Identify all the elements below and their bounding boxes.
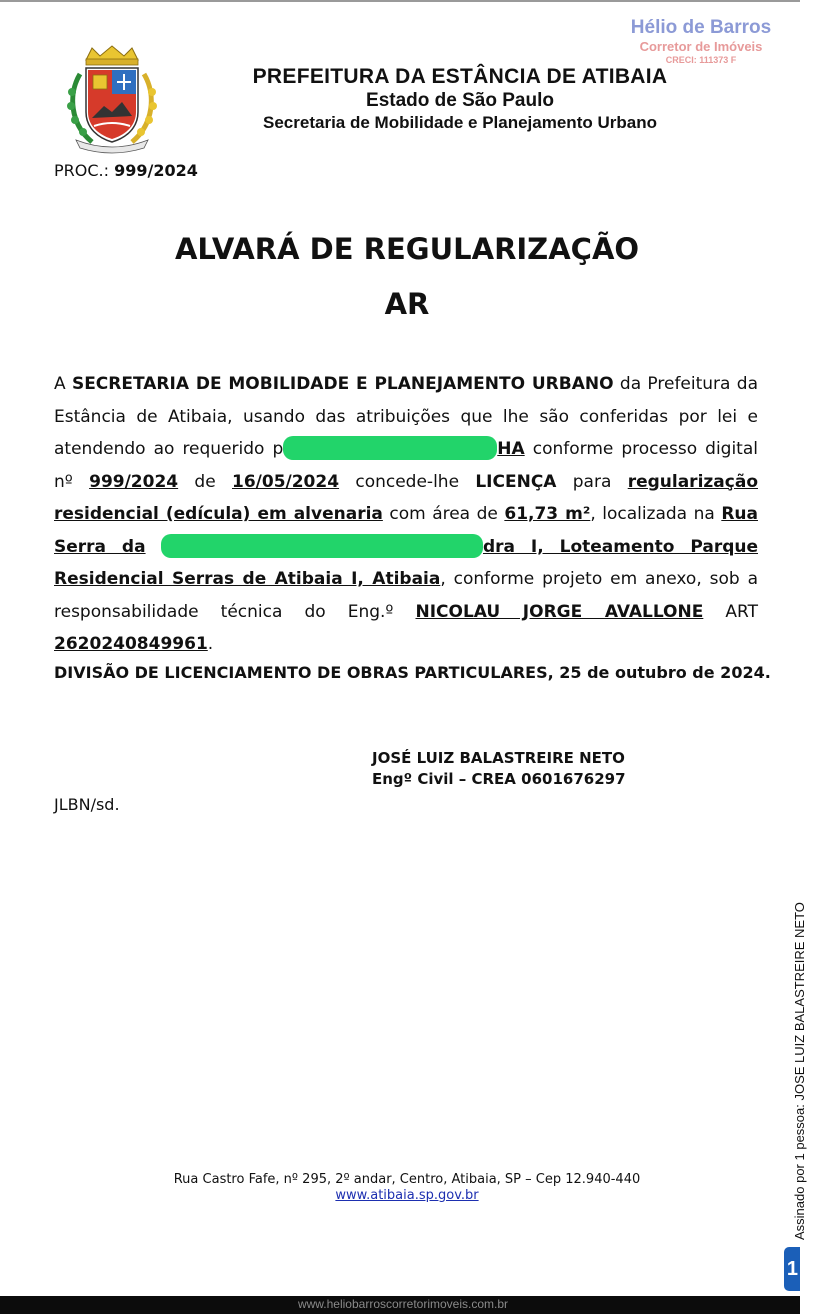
secretaria-name: SECRETARIA DE MOBILIDADE E PLANEJAMENTO URBANO [71, 374, 614, 394]
address-start: Rua Serra da [54, 504, 758, 557]
body-text-4: de [178, 471, 232, 492]
digital-signature-stamp: Assinado por 1 pessoa: JOSE LUIZ BALASTREIRE NETO [792, 902, 807, 1240]
division-date-line: DIVISÃO DE LICENCIAMENTO DE OBRAS PARTICULARES, 25 de outubro de 2024. [54, 663, 771, 682]
footer-address: Rua Castro Fafe, nº 295, 2º andar, Centro, Atibaia, SP – Cep 12.940-440 [173, 1172, 641, 1187]
signature-block [372, 748, 626, 790]
watermark-creci: CRECI: 111373 F [665, 55, 737, 65]
body-text-8: , localizada na [590, 504, 722, 524]
signature-count-tab[interactable]: 1 [784, 1247, 800, 1291]
signer-name: JOSÉ LUIZ BALASTREIRE NETO [372, 749, 625, 767]
body-text-5: concede-lhe [339, 471, 476, 492]
body-text-9: , conforme projeto em anexo, sob a responsabilidade técnica do Eng.º [54, 569, 758, 622]
process-number: 999/2024 [114, 161, 198, 180]
process-date: 16/05/2024 [232, 471, 340, 492]
body-text-10: ART [703, 601, 758, 622]
letterhead-department: Secretaria de Mobilidade e Planejamento Urbano [263, 113, 657, 132]
initials: JLBN/sd. [54, 795, 120, 814]
address-end: dra I, Loteamento Parque Residencial Serras de Atibaia I, Atibaia [54, 536, 758, 589]
watermark-name: Hélio de Barros [630, 17, 772, 38]
bottom-watermark-url: www.heliobarroscorretorimoveis.com.br [297, 1297, 509, 1311]
process-label: PROC.: [54, 161, 110, 180]
redacted-address [161, 534, 483, 558]
licence-word: LICENÇA [475, 471, 557, 492]
top-rule [0, 0, 800, 2]
body-text-11: . [207, 634, 214, 654]
art-number: 2620240849961 [54, 634, 208, 654]
document-title: ALVARÁ DE REGULARIZAÇÃO [174, 232, 640, 266]
requester-name-tail: HA [497, 439, 525, 459]
letterhead-city: PREFEITURA DA ESTÂNCIA DE ATIBAIA [252, 65, 668, 88]
body-text-2: da Prefeitura da Estância de Atibaia, usando das atribuições que lhe são conferidas por lei e atendendo ao requerido p [54, 374, 758, 459]
document-subtitle: AR [384, 287, 430, 321]
body-text-3: conforme processo digital nº [54, 439, 758, 492]
body-text-1: A [54, 374, 72, 394]
body-text-7: com área de [382, 504, 505, 524]
process-reference [54, 161, 198, 180]
license-paragraph [54, 368, 758, 661]
body-text-6: para [556, 471, 628, 492]
built-area: 61,73 m² [504, 504, 591, 524]
watermark-subtitle: Corretor de Imóveis [639, 39, 763, 54]
letterhead-state: Estado de São Paulo [366, 90, 554, 111]
licence-purpose: regularização residencial (edícula) em alvenaria [54, 471, 758, 524]
redacted-requester-name [283, 436, 497, 460]
process-number-link: 999/2024 [89, 471, 179, 492]
realtor-watermark [616, 18, 786, 65]
engineer-name: NICOLAU JORGE AVALLONE [415, 601, 704, 622]
footer-website-link[interactable]: www.atibaia.sp.gov.br [335, 1188, 479, 1203]
letterhead [215, 64, 705, 134]
city-crest-icon [62, 44, 162, 152]
signer-role: Engº Civil – CREA 0601676297 [372, 770, 626, 788]
